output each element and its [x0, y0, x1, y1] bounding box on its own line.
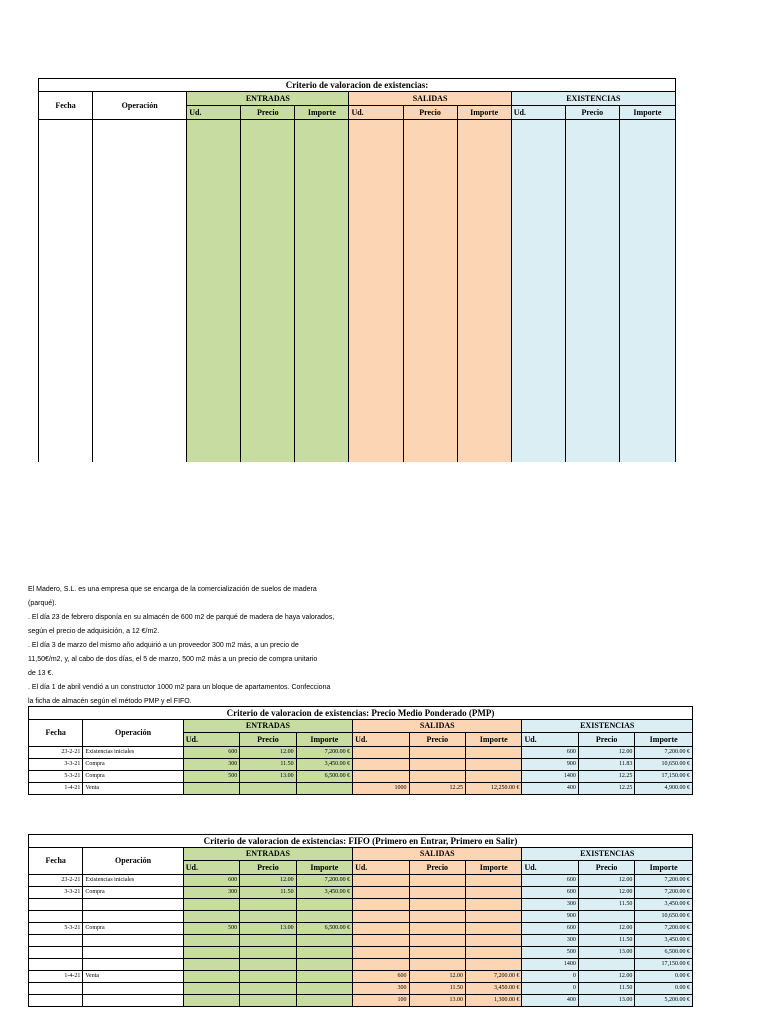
sub-ud: Ud.	[183, 733, 239, 747]
cell-e-ud[interactable]: 500	[183, 771, 239, 783]
cell-x-ud[interactable]: 600	[522, 923, 578, 935]
blank-cell[interactable]	[241, 120, 295, 462]
sub-ud: Ud.	[353, 733, 409, 747]
cell-x-ud[interactable]: 300	[522, 935, 578, 947]
blank-cell[interactable]	[93, 120, 187, 462]
cell-x-precio[interactable]: 12.00	[578, 971, 634, 983]
cell-s-imp[interactable]	[465, 947, 521, 959]
cell-x-ud[interactable]: 0	[522, 983, 578, 995]
cell-s-ud[interactable]	[353, 899, 409, 911]
cell-x-imp[interactable]: 0.00 €	[635, 983, 693, 995]
cell-x-precio[interactable]: 11.50	[578, 983, 634, 995]
problem-line: según el precio de adquisición, a 12 €/m2.	[28, 628, 160, 635]
cell-s-precio[interactable]	[409, 887, 465, 899]
table-row	[29, 959, 693, 971]
cell-fecha[interactable]	[29, 995, 83, 1007]
sub-ud: Ud.	[522, 861, 578, 875]
cell-fecha[interactable]: 3-3-21	[29, 759, 83, 771]
cell-s-precio[interactable]	[409, 875, 465, 887]
cell-x-ud[interactable]: 600	[522, 887, 578, 899]
cell-e-ud[interactable]	[183, 783, 239, 795]
cell-x-precio[interactable]: 12.25	[578, 783, 634, 795]
cell-s-precio[interactable]	[409, 899, 465, 911]
cell-s-ud[interactable]	[353, 911, 409, 923]
cell-x-imp[interactable]: 7,200.00 €	[635, 747, 693, 759]
sub-importe: Importe	[465, 861, 521, 875]
pmp-rows	[29, 747, 693, 795]
cell-e-ud[interactable]: 600	[183, 747, 239, 759]
cell-op[interactable]	[83, 995, 183, 1007]
cell-x-imp[interactable]: 4,900.00 €	[635, 783, 693, 795]
cell-x-imp[interactable]: 7,200.00 €	[635, 875, 693, 887]
cell-e-ud[interactable]	[183, 971, 239, 983]
blank-cell[interactable]	[349, 120, 403, 462]
cell-e-precio[interactable]	[240, 983, 296, 995]
blank-cell[interactable]	[403, 120, 457, 462]
col-operacion: Operación	[83, 848, 183, 875]
cell-fecha[interactable]	[29, 947, 83, 959]
cell-op[interactable]	[83, 899, 183, 911]
cell-e-ud[interactable]	[183, 995, 239, 1007]
cell-s-imp[interactable]: 3,450.00 €	[465, 983, 521, 995]
sub-importe: Importe	[296, 861, 352, 875]
cell-op[interactable]: Compra	[83, 771, 183, 783]
cell-x-imp[interactable]: 7,200.00 €	[635, 887, 693, 899]
cell-e-precio[interactable]	[240, 947, 296, 959]
cell-x-imp[interactable]: 7,200.00 €	[635, 923, 693, 935]
cell-e-imp[interactable]	[296, 899, 352, 911]
cell-e-imp[interactable]: 3,450.00 €	[296, 887, 352, 899]
cell-x-imp[interactable]: 17,150.00 €	[635, 771, 693, 783]
cell-op[interactable]	[83, 983, 183, 995]
sub-importe: Importe	[296, 733, 352, 747]
cell-s-imp[interactable]	[465, 875, 521, 887]
blank-cell[interactable]	[619, 120, 675, 462]
cell-s-precio[interactable]	[409, 747, 465, 759]
group-salidas: SALIDAS	[349, 92, 511, 106]
cell-e-precio[interactable]: 12.00	[240, 875, 296, 887]
cell-s-imp[interactable]	[465, 959, 521, 971]
cell-op[interactable]	[83, 959, 183, 971]
table-row	[29, 995, 693, 1007]
blank-valuation-table	[38, 78, 676, 462]
cell-x-imp[interactable]: 6,500.00 €	[635, 947, 693, 959]
cell-s-ud[interactable]	[353, 947, 409, 959]
table-row	[29, 747, 693, 759]
table-row	[29, 783, 693, 795]
cell-e-ud[interactable]	[183, 911, 239, 923]
cell-s-imp[interactable]	[466, 771, 522, 783]
cell-e-imp[interactable]	[296, 959, 352, 971]
cell-s-precio[interactable]	[409, 947, 465, 959]
cell-x-imp[interactable]: 5,200.00 €	[635, 995, 693, 1007]
cell-s-imp[interactable]	[465, 899, 521, 911]
sub-ud: Ud.	[183, 861, 239, 875]
cell-e-ud[interactable]: 300	[183, 887, 239, 899]
sub-importe: Importe	[635, 733, 693, 747]
cell-x-ud[interactable]: 0	[522, 971, 578, 983]
sub-precio: Precio	[409, 861, 465, 875]
cell-fecha[interactable]: 5-3-21	[29, 923, 83, 935]
cell-fecha[interactable]: 23-2-21	[29, 747, 83, 759]
cell-e-imp[interactable]	[296, 983, 352, 995]
cell-x-imp[interactable]: 17,150.00 €	[635, 959, 693, 971]
group-salidas: SALIDAS	[353, 848, 522, 861]
blank-cell[interactable]	[295, 120, 349, 462]
problem-line: . El día 1 de abril vendió a un constructor 1000 m2 para un bloque de apartamentos. Confecciona	[28, 684, 331, 691]
cell-op[interactable]: Venta	[83, 783, 183, 795]
sub-precio: Precio	[409, 733, 465, 747]
cell-s-imp[interactable]: 12,250.00 €	[466, 783, 522, 795]
sub-importe: Importe	[466, 733, 522, 747]
cell-s-precio[interactable]	[409, 935, 465, 947]
col-fecha: Fecha	[29, 720, 83, 747]
cell-e-precio[interactable]	[240, 971, 296, 983]
cell-s-precio[interactable]	[409, 911, 465, 923]
cell-x-ud[interactable]: 300	[522, 899, 578, 911]
cell-s-imp[interactable]	[465, 935, 521, 947]
group-entradas: ENTRADAS	[183, 720, 352, 733]
cell-s-precio[interactable]: 11.50	[409, 983, 465, 995]
table-row	[29, 983, 693, 995]
blank-cell[interactable]	[39, 120, 93, 462]
sub-importe: Importe	[635, 861, 693, 875]
group-entradas: ENTRADAS	[187, 92, 349, 106]
col-operacion: Operación	[93, 92, 187, 120]
cell-x-imp[interactable]: 3,450.00 €	[635, 899, 693, 911]
problem-line: . El día 3 de marzo del mismo año adquirió a un proveedor 300 m2 más, a un precio de	[28, 642, 299, 649]
cell-e-imp[interactable]	[296, 783, 352, 795]
cell-s-precio[interactable]: 12.00	[409, 971, 465, 983]
table-row	[29, 887, 693, 899]
sub-ud: Ud.	[353, 861, 409, 875]
cell-e-imp[interactable]: 7,200.00 €	[296, 747, 352, 759]
sub-precio: Precio	[565, 106, 619, 120]
sub-precio: Precio	[240, 733, 296, 747]
cell-x-imp[interactable]: 10,650.00 €	[635, 759, 693, 771]
cell-x-ud[interactable]: 1400	[522, 959, 578, 971]
sub-precio: Precio	[403, 106, 457, 120]
cell-e-precio[interactable]: 12.00	[240, 747, 296, 759]
cell-e-precio[interactable]	[240, 911, 296, 923]
group-existencias: EXISTENCIAS	[522, 720, 693, 733]
table-row	[29, 771, 693, 783]
cell-fecha[interactable]	[29, 935, 83, 947]
cell-op[interactable]: Compra	[83, 923, 183, 935]
table-title: Criterio de valoracion de existencias: FIFO (Primero en Entrar, Primero en Salir)	[29, 835, 693, 848]
table-row	[29, 911, 693, 923]
pmp-valuation-table	[28, 706, 693, 795]
cell-x-ud[interactable]: 900	[522, 911, 578, 923]
sub-importe: Importe	[457, 106, 511, 120]
cell-s-ud[interactable]	[353, 747, 409, 759]
cell-s-imp[interactable]	[465, 887, 521, 899]
cell-e-imp[interactable]	[296, 911, 352, 923]
fifo-rows	[29, 875, 693, 1007]
cell-x-precio[interactable]: 12.25	[578, 771, 634, 783]
cell-x-precio[interactable]	[578, 911, 634, 923]
cell-fecha[interactable]	[29, 959, 83, 971]
cell-x-precio[interactable]: 11.50	[578, 899, 634, 911]
cell-s-precio[interactable]	[409, 959, 465, 971]
cell-s-precio[interactable]: 13.00	[409, 995, 465, 1007]
cell-s-imp[interactable]: 1,300.00 €	[465, 995, 521, 1007]
cell-s-imp[interactable]	[466, 759, 522, 771]
cell-e-ud[interactable]	[183, 959, 239, 971]
cell-s-imp[interactable]	[466, 747, 522, 759]
cell-fecha[interactable]	[29, 899, 83, 911]
cell-op[interactable]: Compra	[83, 887, 183, 899]
cell-x-ud[interactable]: 900	[522, 759, 578, 771]
cell-e-imp[interactable]: 7,200.00 €	[296, 875, 352, 887]
cell-s-ud[interactable]	[353, 959, 409, 971]
cell-s-ud[interactable]: 300	[353, 983, 409, 995]
cell-x-imp[interactable]: 0.00 €	[635, 971, 693, 983]
cell-s-ud[interactable]	[353, 875, 409, 887]
problem-line: El Madero, S.L. es una empresa que se encarga de la comercialización de suelos de madera	[28, 586, 317, 593]
cell-e-imp[interactable]: 6,500.00 €	[296, 771, 352, 783]
sub-ud: Ud.	[511, 106, 565, 120]
cell-x-ud[interactable]: 1400	[522, 771, 578, 783]
cell-op[interactable]: Venta	[83, 971, 183, 983]
cell-s-ud[interactable]	[353, 771, 409, 783]
cell-fecha[interactable]	[29, 911, 83, 923]
group-existencias: EXISTENCIAS	[511, 92, 675, 106]
cell-s-imp[interactable]	[465, 923, 521, 935]
cell-op[interactable]	[83, 935, 183, 947]
problem-statement	[28, 583, 448, 709]
cell-x-precio[interactable]: 12.00	[578, 875, 634, 887]
cell-e-ud[interactable]	[183, 947, 239, 959]
cell-e-imp[interactable]	[296, 947, 352, 959]
sub-ud: Ud.	[522, 733, 578, 747]
problem-line: la ficha de almacén según el método PMP y el FIFO.	[28, 698, 192, 705]
sub-precio: Precio	[578, 861, 634, 875]
cell-s-ud[interactable]: 1000	[353, 783, 409, 795]
problem-line: (parqué).	[28, 600, 57, 607]
cell-s-precio[interactable]	[409, 923, 465, 935]
group-salidas: SALIDAS	[353, 720, 522, 733]
cell-e-precio[interactable]	[240, 959, 296, 971]
table-row	[29, 759, 693, 771]
cell-s-ud[interactable]	[353, 887, 409, 899]
cell-e-precio[interactable]: 13.00	[240, 771, 296, 783]
cell-e-precio[interactable]	[240, 995, 296, 1007]
col-fecha: Fecha	[29, 848, 83, 875]
cell-s-imp[interactable]: 7,200.00 €	[465, 971, 521, 983]
cell-fecha[interactable]: 1-4-21	[29, 971, 83, 983]
cell-s-ud[interactable]	[353, 935, 409, 947]
cell-s-precio[interactable]	[409, 771, 465, 783]
cell-op[interactable]: Existencias iniciales	[83, 747, 183, 759]
problem-line: 11,50€/m2, y, al cabo de dos días, el 5 de marzo, 500 m2 más a un precio de compra unitario	[28, 656, 318, 663]
cell-x-ud[interactable]: 400	[522, 995, 578, 1007]
cell-x-precio[interactable]: 12.00	[578, 923, 634, 935]
sub-precio: Precio	[578, 733, 634, 747]
cell-s-ud[interactable]	[353, 923, 409, 935]
cell-x-precio[interactable]	[578, 959, 634, 971]
table-title: Criterio de valoracion de existencias: Precio Medio Ponderado (PMP)	[29, 707, 693, 720]
cell-e-precio[interactable]	[240, 935, 296, 947]
blank-cell[interactable]	[457, 120, 511, 462]
table-row	[29, 923, 693, 935]
cell-s-ud[interactable]: 600	[353, 971, 409, 983]
sub-precio: Precio	[241, 106, 295, 120]
cell-fecha[interactable]: 1-4-21	[29, 783, 83, 795]
cell-x-precio[interactable]: 11.50	[578, 935, 634, 947]
cell-s-precio[interactable]: 12.25	[409, 783, 465, 795]
blank-body-row	[39, 120, 676, 462]
cell-fecha[interactable]: 5-3-21	[29, 771, 83, 783]
group-existencias: EXISTENCIAS	[522, 848, 693, 861]
blank-cell[interactable]	[565, 120, 619, 462]
sub-importe: Importe	[295, 106, 349, 120]
cell-x-precio[interactable]: 12.00	[578, 887, 634, 899]
cell-fecha[interactable]: 23-2-21	[29, 875, 83, 887]
problem-line: . El día 23 de febrero disponía en su almacén de 600 m2 de parqué de madera de haya valorados,	[28, 614, 335, 621]
fifo-valuation-table	[28, 834, 693, 1007]
cell-s-precio[interactable]	[409, 759, 465, 771]
cell-s-ud[interactable]	[353, 759, 409, 771]
cell-x-ud[interactable]: 500	[522, 947, 578, 959]
cell-x-imp[interactable]: 3,450.00 €	[635, 935, 693, 947]
cell-e-precio[interactable]: 11.50	[240, 887, 296, 899]
table-row	[29, 947, 693, 959]
cell-op[interactable]: Compra	[83, 759, 183, 771]
cell-e-precio[interactable]: 11.50	[240, 759, 296, 771]
cell-e-imp[interactable]	[296, 971, 352, 983]
cell-x-imp[interactable]: 10,650.00 €	[635, 911, 693, 923]
cell-e-ud[interactable]: 500	[183, 923, 239, 935]
cell-s-ud[interactable]: 100	[353, 995, 409, 1007]
blank-cell[interactable]	[187, 120, 241, 462]
cell-e-imp[interactable]	[296, 935, 352, 947]
cell-x-precio[interactable]: 12.00	[578, 747, 634, 759]
blank-cell[interactable]	[511, 120, 565, 462]
sub-importe: Importe	[619, 106, 675, 120]
col-operacion: Operación	[83, 720, 183, 747]
cell-e-ud[interactable]: 300	[183, 759, 239, 771]
cell-x-ud[interactable]: 600	[522, 875, 578, 887]
sub-ud: Ud.	[349, 106, 403, 120]
cell-fecha[interactable]: 3-3-21	[29, 887, 83, 899]
cell-x-ud[interactable]: 600	[522, 747, 578, 759]
cell-e-ud[interactable]	[183, 899, 239, 911]
cell-x-precio[interactable]: 13.00	[578, 995, 634, 1007]
cell-e-ud[interactable]	[183, 935, 239, 947]
cell-op[interactable]	[83, 911, 183, 923]
table-title: Criterio de valoracion de existencias:	[39, 79, 676, 92]
cell-e-imp[interactable]: 3,450.00 €	[296, 759, 352, 771]
cell-e-precio[interactable]	[240, 783, 296, 795]
table-row	[29, 971, 693, 983]
cell-s-imp[interactable]	[465, 911, 521, 923]
cell-e-precio[interactable]: 13.00	[240, 923, 296, 935]
table-row	[29, 935, 693, 947]
cell-e-precio[interactable]	[240, 899, 296, 911]
cell-fecha[interactable]	[29, 983, 83, 995]
cell-op[interactable]	[83, 947, 183, 959]
col-fecha: Fecha	[39, 92, 93, 120]
problem-line: de 13 €.	[28, 670, 54, 677]
table-row	[29, 899, 693, 911]
cell-x-ud[interactable]: 400	[522, 783, 578, 795]
cell-e-imp[interactable]	[296, 995, 352, 1007]
group-entradas: ENTRADAS	[183, 848, 352, 861]
sub-ud: Ud.	[187, 106, 241, 120]
cell-x-precio[interactable]: 13.00	[578, 947, 634, 959]
cell-e-ud[interactable]: 600	[183, 875, 239, 887]
cell-e-imp[interactable]: 6,500.00 €	[296, 923, 352, 935]
sub-precio: Precio	[240, 861, 296, 875]
cell-e-ud[interactable]	[183, 983, 239, 995]
table-row	[29, 875, 693, 887]
cell-op[interactable]: Existencias iniciales	[83, 875, 183, 887]
cell-x-precio[interactable]: 11.83	[578, 759, 634, 771]
